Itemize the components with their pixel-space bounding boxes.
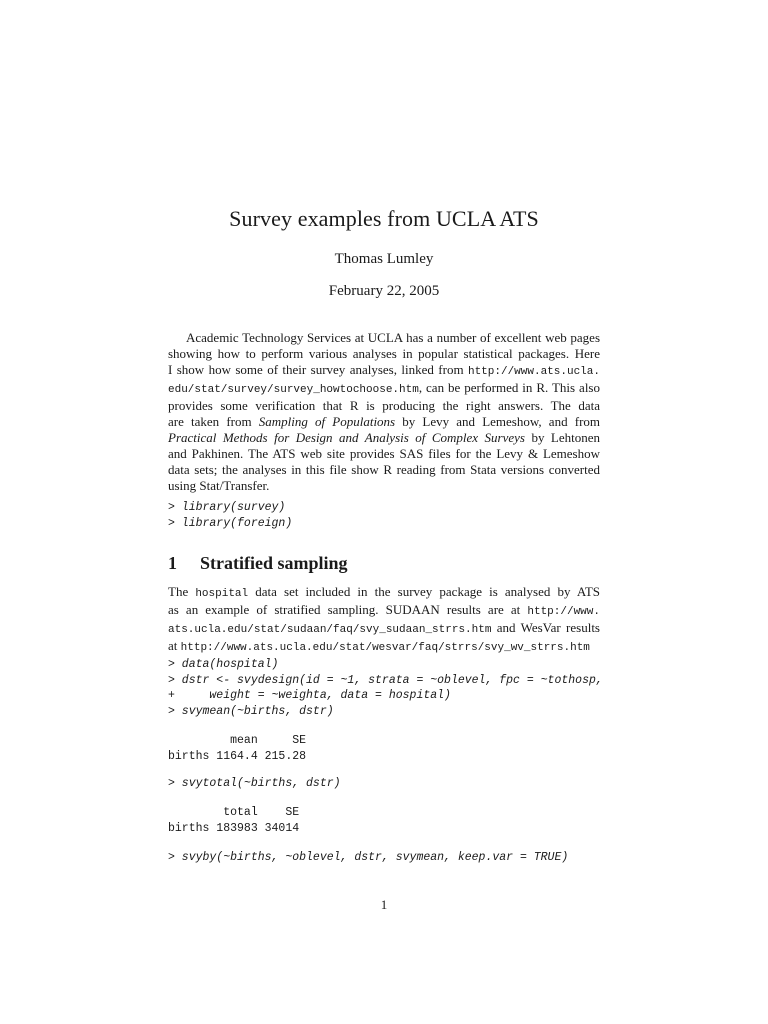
intro-paragraph [168,330,600,494]
url-link[interactable]: edu/stat/survey/survey_howtochoose.htm [168,384,419,396]
code-line: > svytotal(~births, dstr) [168,777,341,790]
intro-line [168,380,600,398]
code-block-svyby [168,850,608,866]
para-line [168,584,600,602]
code-line: > library(foreign) [168,516,293,530]
book-title: Practical Methods for Design and Analysis of Complex Surveys [168,430,525,445]
code-block-libraries [168,500,608,531]
inline-code: hospital [195,588,249,600]
output-line: mean SE [168,734,307,747]
intro-line: using Stat/Transfer. [168,478,270,493]
code-line: > data(hospital) [168,658,279,671]
intro-text: are taken from [168,414,259,429]
intro-line [168,362,600,380]
para-text: data set included in the survey package is analysed by ATS [248,584,600,599]
url-link[interactable]: http://www. [527,606,600,618]
intro-line: provides some verification that R is producing the right answers. The data [168,398,600,413]
output-line: total SE [168,806,300,819]
para-text: and WesVar results [491,620,600,635]
intro-text: I show how some of their survey analyses, linked from [168,362,468,377]
section-title: Stratified sampling [200,553,348,573]
section-number: 1 [168,553,177,573]
output-block-svytotal [168,805,608,836]
page-number: 1 [380,897,388,912]
author-name: Thomas Lumley [334,251,434,267]
code-line: > dstr <- svydesign(id = ~1, strata = ~oblevel, fpc = ~tothosp, [168,673,603,687]
section-heading [168,553,348,574]
intro-text: , can be performed in R. This also [418,380,600,395]
book-title: Sampling of Populations [258,414,396,429]
para-text: as an example of stratified sampling. SUDAAN results are at [168,602,528,617]
intro-line [168,430,600,446]
output-line: births 183983 34014 [168,821,300,835]
code-block-design [168,657,608,720]
url-link[interactable]: ats.ucla.edu/stat/sudaan/faq/svy_sudaan_strrs.htm [168,624,492,636]
document-date: February 22, 2005 [328,283,440,299]
code-block-svytotal [168,776,608,792]
output-block-svymean [168,733,608,764]
para-line [168,638,600,656]
code-line: + weight = ~weighta, data = hospital) [168,689,451,703]
intro-line [168,414,600,430]
para-text: at [168,638,181,653]
output-line: births 1164.4 215.28 [168,749,307,763]
url-link[interactable]: http://www.ats.ucla. [467,366,600,378]
url-link[interactable]: http://www.ats.ucla.edu/stat/wesvar/faq/strrs/svy_wv_strrs.htm [180,642,590,654]
code-line: > svymean(~births, dstr) [168,705,334,719]
para-line [168,602,600,620]
intro-line: and Pakhinen. The ATS web site provides SAS files for the Levy & Lemeshow [168,446,600,461]
code-line: > library(survey) [168,501,286,514]
para-text: The [168,584,196,599]
intro-line: data sets; the analyses in this file show R reading from Stata versions converted [168,462,600,477]
code-line: > svyby(~births, ~oblevel, dstr, svymean, keep.var = TRUE) [168,851,569,864]
intro-text: by Lehtonen [524,430,600,445]
para-line [168,620,600,638]
intro-text: by Levy and Lemeshow, and from [395,414,601,429]
document-title: Survey examples from UCLA ATS [229,206,539,231]
section-paragraph [168,584,600,656]
intro-line: showing how to perform various analyses in popular statistical packages. Here [168,346,600,361]
intro-line: Academic Technology Services at UCLA has a number of excellent web pages [186,330,600,345]
